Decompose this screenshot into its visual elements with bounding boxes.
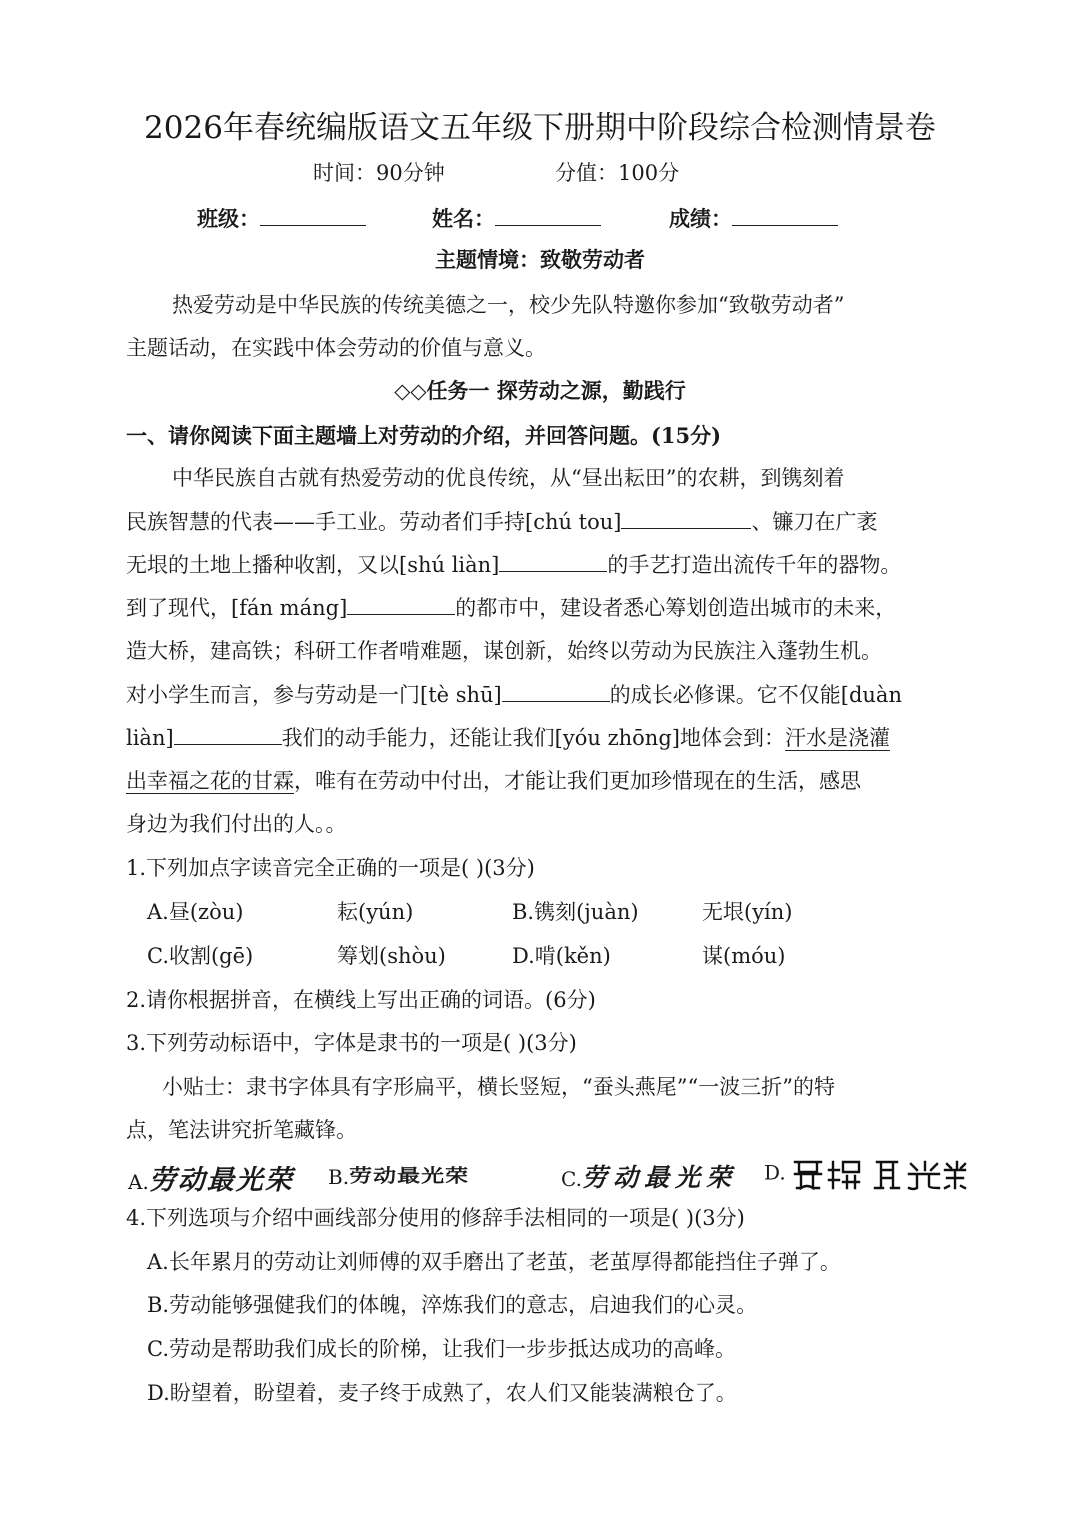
q1-option-d-2: 谋(móu): [702, 944, 786, 968]
q4-option-b[interactable]: B.劳动能够强健我们的体魄，淬炼我们的意志，启迪我们的心灵。: [147, 1293, 758, 1317]
q1-option-a[interactable]: A.昼(zòu): [147, 900, 244, 924]
answer-blank-chutou[interactable]: [621, 506, 751, 529]
page-title: 2026年春统编版语文五年级下册期中阶段综合检测情景卷: [144, 110, 936, 146]
q4-option-d[interactable]: D.盼望着，盼望着，麦子终于成熟了，农人们又能装满粮仓了。: [147, 1381, 737, 1405]
q1-option-b[interactable]: B.镌刻(juàn): [512, 900, 639, 924]
passage-line-9: 身边为我们付出的人。。: [126, 812, 347, 836]
answer-blank-teshu[interactable]: [502, 679, 610, 702]
passage-text: 我们的动手能力，还能让我们[yóu zhōng]地体会到：: [281, 726, 785, 750]
result-blank[interactable]: [732, 203, 838, 226]
passage-text: 民族智慧的代表——手工业。劳动者们手持[chú tou]: [126, 510, 622, 534]
q3-option-c[interactable]: [561, 1158, 737, 1192]
q3-option-a[interactable]: [128, 1158, 294, 1196]
name-label: 姓名：: [432, 206, 495, 231]
option-label: B.: [328, 1165, 350, 1189]
passage-line-4: [126, 592, 896, 623]
q1-option-a-2: 耘(yún): [337, 900, 414, 924]
passage-line-8: [126, 766, 861, 796]
exam-time: 时间：90分钟: [313, 161, 445, 185]
calligraphy-sample-a: 劳动最光荣: [148, 1165, 294, 1196]
result-label: 成绩：: [669, 206, 732, 231]
exam-score: 分值：100分: [555, 161, 680, 185]
q3-option-d[interactable]: [764, 1158, 967, 1192]
underlined-sentence: 汗水是浇灌: [784, 726, 890, 750]
q3-tip-line-2: 点，笔法讲究折笔藏锋。: [126, 1118, 357, 1142]
passage-line-1: 中华民族自古就有热爱劳动的优良传统，从“昼出耘田”的农耕，到镌刻着: [172, 466, 845, 490]
class-blank[interactable]: [260, 203, 366, 226]
option-label: D.: [764, 1160, 786, 1185]
q4-option-c[interactable]: C.劳动是帮助我们成长的阶梯，让我们一步步抵达成功的高峰。: [147, 1337, 736, 1361]
passage-line-3: [126, 549, 901, 580]
passage-text: 、镰刀在广袤: [751, 510, 878, 534]
name-field: [432, 203, 601, 234]
q3-option-b[interactable]: [328, 1158, 469, 1192]
q1-stem: 1.下列加点字读音完全正确的一项是( )(3分): [126, 856, 535, 880]
answer-blank-shulian[interactable]: [499, 549, 607, 572]
theme-title: 主题情境：致敬劳动者: [435, 247, 645, 272]
passage-text: 的成长必修课。它不仅能[duàn: [609, 683, 902, 707]
passage-text: 的手艺打造出流传千年的器物。: [607, 553, 902, 577]
passage-text: liàn]: [126, 726, 174, 750]
class-label: 班级：: [197, 206, 260, 231]
passage-text: 无垠的土地上播种收割，又以[shú liàn]: [126, 553, 500, 577]
q3-stem: 3.下列劳动标语中，字体是隶书的一项是( )(3分): [126, 1031, 577, 1055]
passage-line-2: [126, 506, 877, 537]
calligraphy-sample-c: 劳动最光荣: [581, 1163, 737, 1192]
result-field: [669, 203, 838, 234]
q1-option-c-2: 筹划(shòu): [337, 944, 446, 968]
q1-option-b-2: 无垠(yín): [702, 900, 793, 924]
q2-stem: 2.请你根据拼音，在横线上写出正确的词语。(6分): [126, 988, 596, 1012]
q4-option-a[interactable]: A.长年累月的劳动让刘师傅的双手磨出了老茧，老茧厚得都能挡住子弹了。: [147, 1250, 841, 1274]
passage-line-7: [126, 722, 890, 753]
q1-option-d[interactable]: D.啃(kěn): [512, 944, 611, 968]
q3-tip-line-1: 小贴士：隶书字体具有字形扁平，横长竖短，“蚕头燕尾”“一波三折”的特: [162, 1075, 835, 1099]
q4-stem: 4.下列选项与介绍中画线部分使用的修辞手法相同的一项是( )(3分): [126, 1206, 745, 1230]
passage-line-5: 造大桥，建高铁；科研工作者啃难题，谋创新，始终以劳动为民族注入蓬勃生机。: [126, 639, 882, 663]
passage-text: 的都市中，建设者悉心筹划创造出城市的未来，: [455, 596, 897, 620]
option-label: A.: [128, 1170, 149, 1194]
name-blank[interactable]: [495, 203, 601, 226]
option-label: C.: [561, 1167, 582, 1191]
answer-blank-fanmang[interactable]: [347, 592, 455, 615]
passage-text: 到了现代，[fán máng]: [126, 596, 348, 620]
q1-option-c[interactable]: C.收割(gē): [147, 944, 254, 968]
theme-intro-line-2: 主题话动，在实践中体会劳动的价值与意义。: [126, 336, 546, 360]
class-field: [197, 203, 366, 234]
seal-script-sample-d: [791, 1158, 967, 1192]
calligraphy-sample-b: 劳动最光荣: [349, 1166, 470, 1187]
section1-heading: 一、请你阅读下面主题墙上对劳动的介绍，并回答问题。(15分): [126, 423, 722, 448]
passage-text: ，唯有在劳动中付出，才能让我们更加珍惜现在的生活，感思: [294, 769, 861, 793]
task-title: ◇◇任务一 探劳动之源，勤践行: [394, 378, 686, 403]
theme-intro-line-1: 热爱劳动是中华民族的传统美德之一，校少先队特邀你参加“致敬劳动者”: [172, 293, 845, 317]
answer-blank-duanlian[interactable]: [174, 722, 282, 745]
passage-text: 对小学生而言，参与劳动是一门[tè shū]: [126, 683, 502, 707]
passage-line-6: [126, 679, 902, 710]
underlined-sentence: 出幸福之花的甘霖: [126, 769, 294, 793]
